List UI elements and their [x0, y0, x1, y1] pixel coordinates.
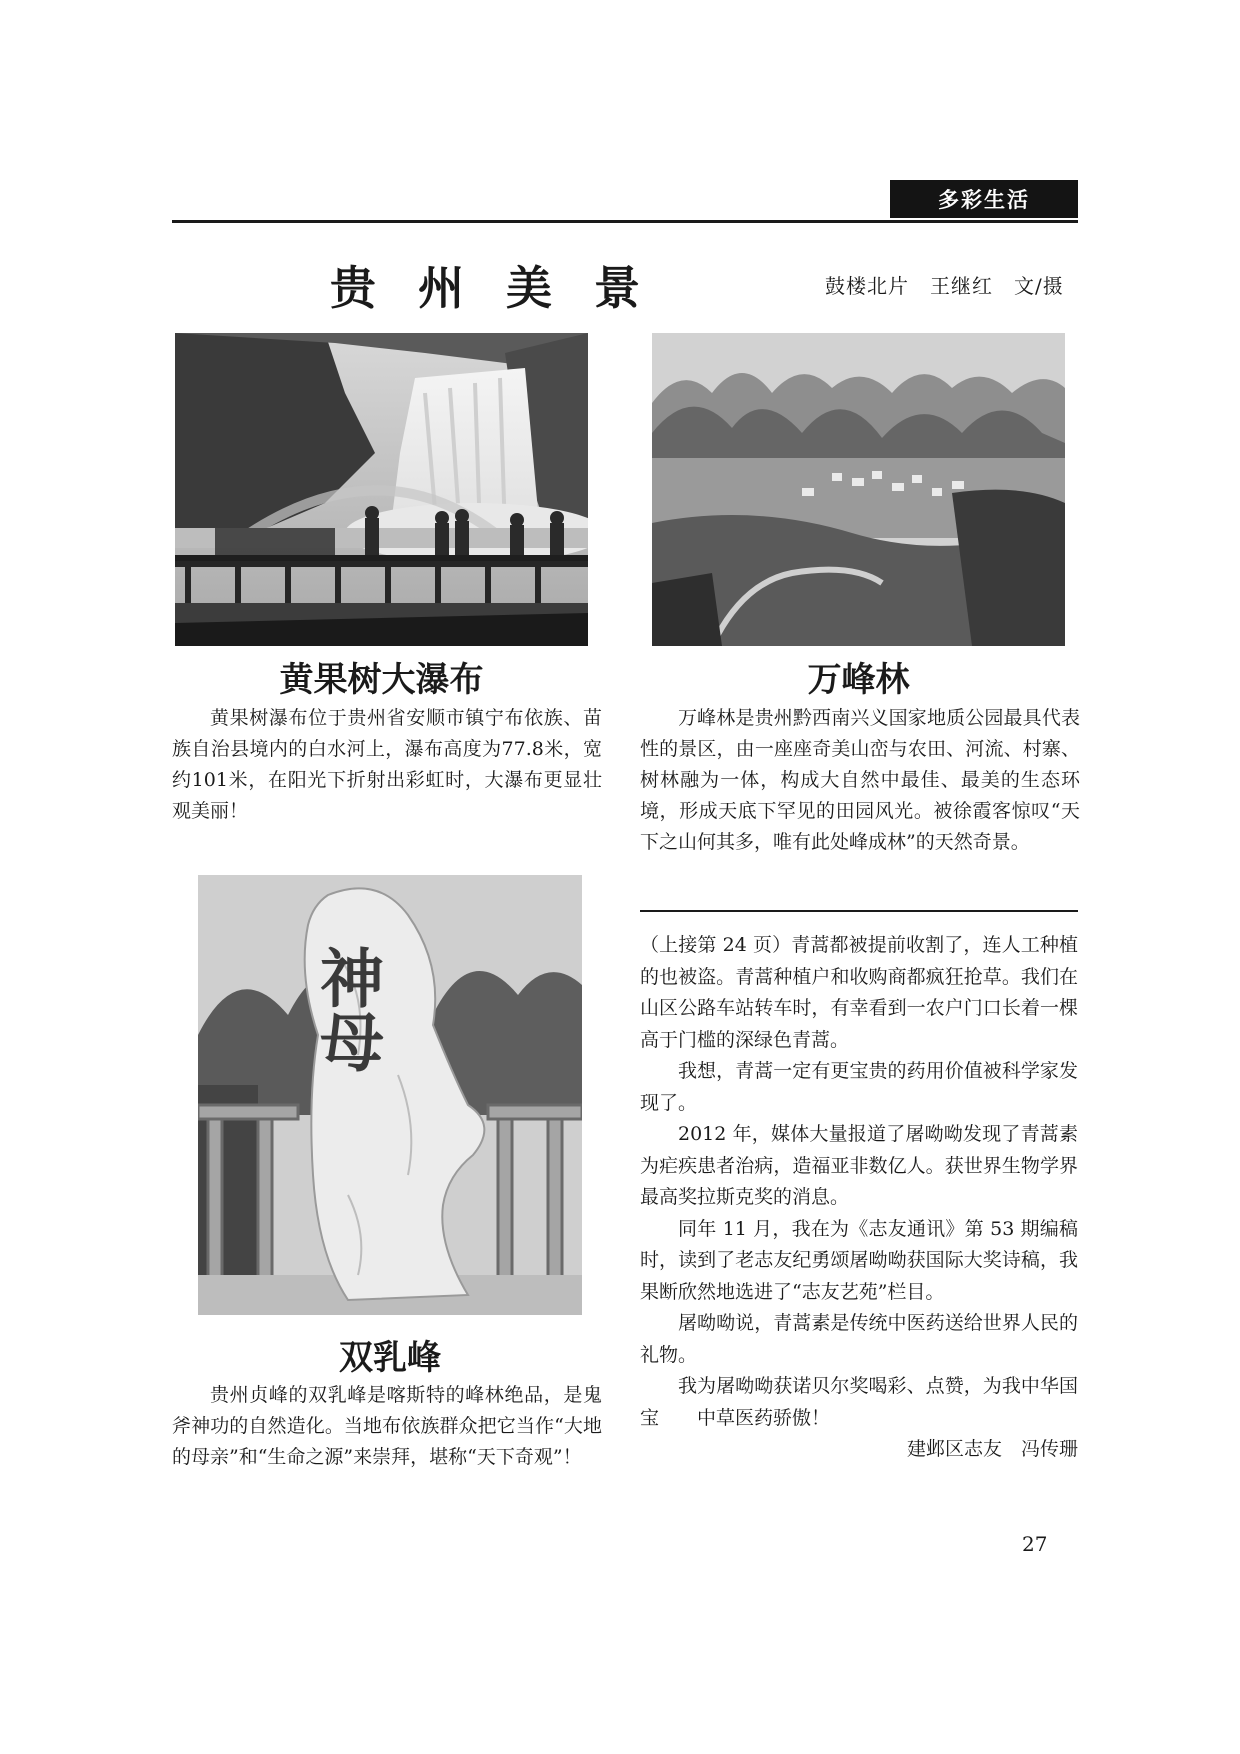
article-paragraph: 同年 11 月，我在为《志友通讯》第 53 期编稿时，读到了老志友纪勇颂屠呦呦获国际大奖诗稿，我果断欣然地选进了“志友艺苑”栏目。 [640, 1217, 1078, 1303]
page-title: 贵州美景 [330, 261, 682, 315]
waterfall-text: 黄果树瀑布位于贵州省安顺市镇宁布依族、苗族自治县境内的白水河上，瀑布高度为77.8米，宽约101米，在阳光下折射出彩虹时，大瀑布更显壮观美丽！ [172, 707, 602, 822]
divider-rule [640, 910, 1078, 912]
waterfall-caption: 黄果树大瀑布 [279, 660, 484, 700]
rock-photo [198, 875, 582, 1315]
peaks-photo [652, 333, 1065, 646]
article-paragraph: 屠呦呦说，青蒿素是传统中医药送给世界人民的礼物。 [640, 1312, 1078, 1366]
byline: 鼓楼北片 王继红 文/摄 [825, 274, 1064, 298]
article-paragraph: （上接第 24 页）青蒿都被提前收割了，连人工种植的也被盗。青蒿种植户和收购商都疯狂抢草。我们在山区公路车站转车时，有幸看到一农户门口长着一棵高于门槛的深绿色青蒿。 [640, 934, 1078, 1051]
article-paragraph: 我想，青蒿一定有更宝贵的药用价值被科学家发现了。 [640, 1060, 1078, 1114]
rock-caption: 双乳峰 [339, 1338, 441, 1378]
section-badge: 多彩生活 [890, 180, 1078, 218]
peaks-caption: 万峰林 [807, 660, 910, 700]
peaks-text: 万峰林是贵州黔西南兴义国家地质公园最具代表性的景区，由一座座奇美山峦与农田、河流、村寨、树林融为一体，构成大自然中最佳、最美的生态环境，形成天底下罕见的田园风光。被徐霞客惊叹“天下之山何其多，唯有此处峰成林”的天然奇景。 [640, 707, 1080, 853]
rock-text: 贵州贞峰的双乳峰是喀斯特的峰林绝品，是鬼斧神功的自然造化。当地布依族群众把它当作“大地的母亲”和“生命之源”来崇拜，堪称“天下奇观”！ [172, 1384, 602, 1468]
waterfall-photo [175, 333, 588, 646]
rock-inscription: 神母 [309, 945, 384, 1073]
article-paragraph: 2012 年，媒体大量报道了屠呦呦发现了青蒿素为疟疾患者治病，造福亚非数亿人。获世界生物学界最高奖拉斯克奖的消息。 [640, 1123, 1078, 1208]
article-paragraph: 我为屠呦呦获诺贝尔奖喝彩、点赞，为我中华国宝 中草医药骄傲！ [640, 1375, 1078, 1429]
article [640, 930, 1078, 1465]
page-number: 27 [1022, 1532, 1048, 1556]
header-rule [172, 220, 1078, 223]
article-signature: 建邺区志友 冯传珊 [906, 1438, 1078, 1460]
